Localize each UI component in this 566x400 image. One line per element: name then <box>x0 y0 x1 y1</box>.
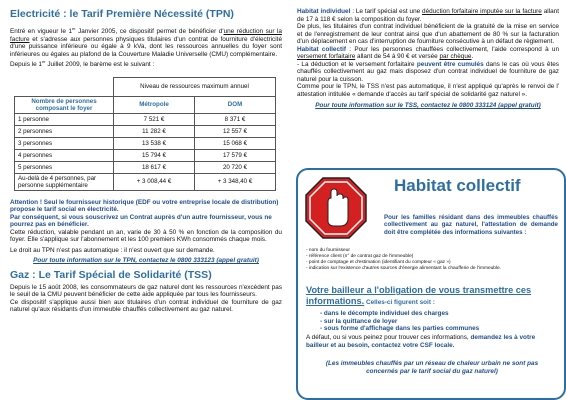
row-dom: 15 068 € <box>195 137 276 149</box>
hc-b: allant de 54 à 90 € et versée <box>355 53 440 60</box>
row-metro: 11 282 € <box>114 125 195 137</box>
tss-p2: Ce dispositif s'applique aussi bien aux titulaires d'un contrat individuel de fourniture de gaz naturel qu'aux résidants d'un immeuble chauffés collectivement au gaz naturel. <box>10 298 282 314</box>
row-label: 3 personnes <box>15 137 114 149</box>
left-column <box>10 0 282 314</box>
table-row <box>15 113 276 125</box>
table-top-header: Niveau de ressources maximum annuel <box>114 77 276 96</box>
box-final-b: demandez les à votre bailleur et au besoin, contactez votre CSF locale. <box>306 334 536 349</box>
tss-title: Gaz : Le Tarif Spécial de Solidarité (TSS) <box>10 268 212 281</box>
row-metro: 15 794 € <box>114 149 195 161</box>
gratuite-text: De plus, les titulaires d'un contrat individuel bénéficient de la gratuité de la mise en service et de l'enregistrement de leur contrat ainsi que d'un abattement de 80 % sur la facturation d'un déplacement en cas d'interruption de fourniture consécutive à un défaut de règlement. <box>297 23 559 45</box>
table-col-header: Nombre de personnes composant le foyer <box>15 96 114 113</box>
table-row <box>15 173 276 190</box>
cumul-a: - La déduction et le versement forfaitaire <box>297 60 417 68</box>
stop-hand-icon <box>304 176 368 240</box>
row-dom: + 3 348,40 € <box>195 173 276 190</box>
row-label: Au-delà de 4 personnes, par personne supplémentaire <box>15 173 114 190</box>
tpn-intro-b: Janvier 2005, ce dispositif permet de bénéficier d' <box>75 28 224 36</box>
hi-a: : Le tarif spécial est une <box>350 8 423 15</box>
tpn-right: Le droit au TPN n'est pas automatique : il n'est ouvert que sur demande. <box>10 246 215 254</box>
box-footnote: (Les immeubles chauffés par un réseau de chaleur urbain ne sont pas concernés par le tarif social du gaz naturel) <box>325 360 539 375</box>
box-item: - référence client (n° de contrat gaz de l'immeuble) <box>306 254 414 260</box>
habitat-collectif-box <box>296 168 566 400</box>
box-title: Habitat collectif <box>394 176 521 195</box>
tss-p1: Depuis le 15 août 2008, les consommateurs de gaz naturel dont les ressources n'excèdent pas le seuil de la CMU peuvent bénéficier de cette aide appliquée par tous les fournisseurs. <box>10 283 282 299</box>
box-lead: Pour les familles résidant dans des immeubles chauffés collectivement au gaz naturel, l'attestation de demande doit être complétée des informations suivantes : <box>384 214 558 236</box>
oblig-main: Votre bailleur a l'obligation de vous transmettre ces informations. <box>306 285 532 306</box>
row-dom: 17 579 € <box>195 149 276 161</box>
attention-1: Attention ! Seul le fournisseur historique (EDF ou votre entreprise locale de distribution) propose le tarif social en électricité. <box>10 198 279 214</box>
tpn-intro-c: et s'adresse aux personnes physiques titulaires d'un contrat de fourniture d'électricité d'une puissance inférieure ou égale à 9 kVa, dont les ressources annuelles du foyer sont inférieures ou égales au plafond de la Couverture Maladie Universelle (CMU) complémentaire. <box>10 35 282 58</box>
tpn-bareme <box>10 58 282 69</box>
attention-2-text: Par conséquent, si vous souscrivez un Contrat auprès d'un autre fournisseur, vous ne pourrez pas en bénéficier. <box>10 213 272 229</box>
box-list-item: - dans le décompte individuel des charges <box>320 310 449 317</box>
habitat-collectif <box>297 46 559 61</box>
row-label: 5 personnes <box>15 161 114 173</box>
row-dom: 20 720 € <box>195 161 276 173</box>
box-list <box>320 310 550 333</box>
attention-2 <box>10 214 282 229</box>
table-col-dom: DOM <box>195 96 276 113</box>
row-dom: 8 371 € <box>195 113 276 125</box>
hi-underline: déduction forfaitaire imputée sur la facture <box>422 8 542 15</box>
cumul-c: dans le cas où vous êtes chauffés collectivement au gaz mais disposez d'un contrat individuel de fourniture de gaz naturel pour la cuisson. <box>297 60 559 83</box>
tpn-intro-underline: une réduction sur la facture <box>10 28 282 43</box>
tpn-title: Electricité : le Tarif Première Nécessité (TPN) <box>10 8 234 20</box>
cumul-b: peuvent être cumulés <box>416 60 484 68</box>
row-dom: 12 557 € <box>195 125 276 137</box>
habitat-individuel <box>297 8 559 23</box>
hc-underline: versement forfaitaire <box>297 53 356 60</box>
row-metro: 13 538 € <box>114 137 195 149</box>
tpn-intro <box>10 25 282 58</box>
box-final <box>306 334 556 349</box>
tpn-reduction: Cette réduction, valable pendant un an, varie de 30 à 50 % en fonction de la composition du foyer. Elle s'applique sur l'abonnement et les 100 premiers KWh consommés chaque mois. <box>10 228 282 244</box>
box-list-item: - sous forme d'affichage dans les parties communes <box>320 325 480 333</box>
table-row <box>15 149 276 161</box>
bareme-a: Depuis le 1 <box>10 61 42 69</box>
cumul-text <box>297 61 559 84</box>
box-item: - indication sur l'existence d'autres sources d'énergie alimentant la chaufferie de l'immeuble. <box>306 266 502 272</box>
hi-b: allant de 17 à 118 € selon la composition du foyer. <box>297 8 560 23</box>
hc-c: . <box>471 53 474 60</box>
tpn-table <box>14 77 276 191</box>
box-item: - nom du fournisseur <box>306 248 350 253</box>
tss-auto-text: Comme pour le TPN, le TSS n'est pas automatique, il n'est appliqué qu'après le renvoi de l' attestation intitulée « demande d'accès au tarif spécial de solidarité gaz naturel ». <box>297 83 559 98</box>
hc-a: : Pour les personnes chauffées collectivement, l'aide correspond à un <box>346 45 559 53</box>
sup-er: er <box>72 26 76 31</box>
table-row <box>15 161 276 173</box>
table-row <box>15 125 276 137</box>
tpn-intro-a: Entré en vigueur le 1 <box>10 28 73 36</box>
attention-text <box>10 199 282 214</box>
row-label: 4 personnes <box>15 149 114 161</box>
box-final-a: A défaut, ou si vous peinez pour trouver ces informations, <box>306 334 471 341</box>
sup-er-2: er <box>41 59 46 65</box>
table-row <box>15 137 276 149</box>
box-list-item: - sur la quittance de loyer <box>320 317 398 325</box>
box-item: - point de comptage et d'estimation (identifiant du compteur « gaz ») <box>306 260 451 266</box>
tss-info-link[interactable]: Pour toute information sur le TSS, contactez le 0800 333124 (appel gratuit) <box>315 102 541 109</box>
hi-label: Habitat individuel <box>297 8 351 15</box>
table-col-metro: Métropole <box>114 96 195 113</box>
bareme-b: Juillet 2009, le barème est le suivant : <box>45 61 155 69</box>
box-obligation <box>306 285 558 308</box>
right-column <box>297 0 559 110</box>
hc-underline-2: par chèque <box>439 53 472 60</box>
hc-label: Habitat collectif <box>297 45 347 53</box>
row-label: 1 personne <box>15 113 114 125</box>
row-metro: 7 521 € <box>114 113 195 125</box>
box-items <box>306 248 556 272</box>
row-label: 2 personnes <box>15 125 114 137</box>
tpn-info-link[interactable]: Pour toute information sur le TPN, contactez le 0800 333123 (appel gratuit) <box>33 257 259 265</box>
row-metro: + 3 008,44 € <box>114 173 195 190</box>
row-metro: 18 617 € <box>114 161 195 173</box>
oblig-sub: Celles-ci figurent soit : <box>364 298 435 306</box>
